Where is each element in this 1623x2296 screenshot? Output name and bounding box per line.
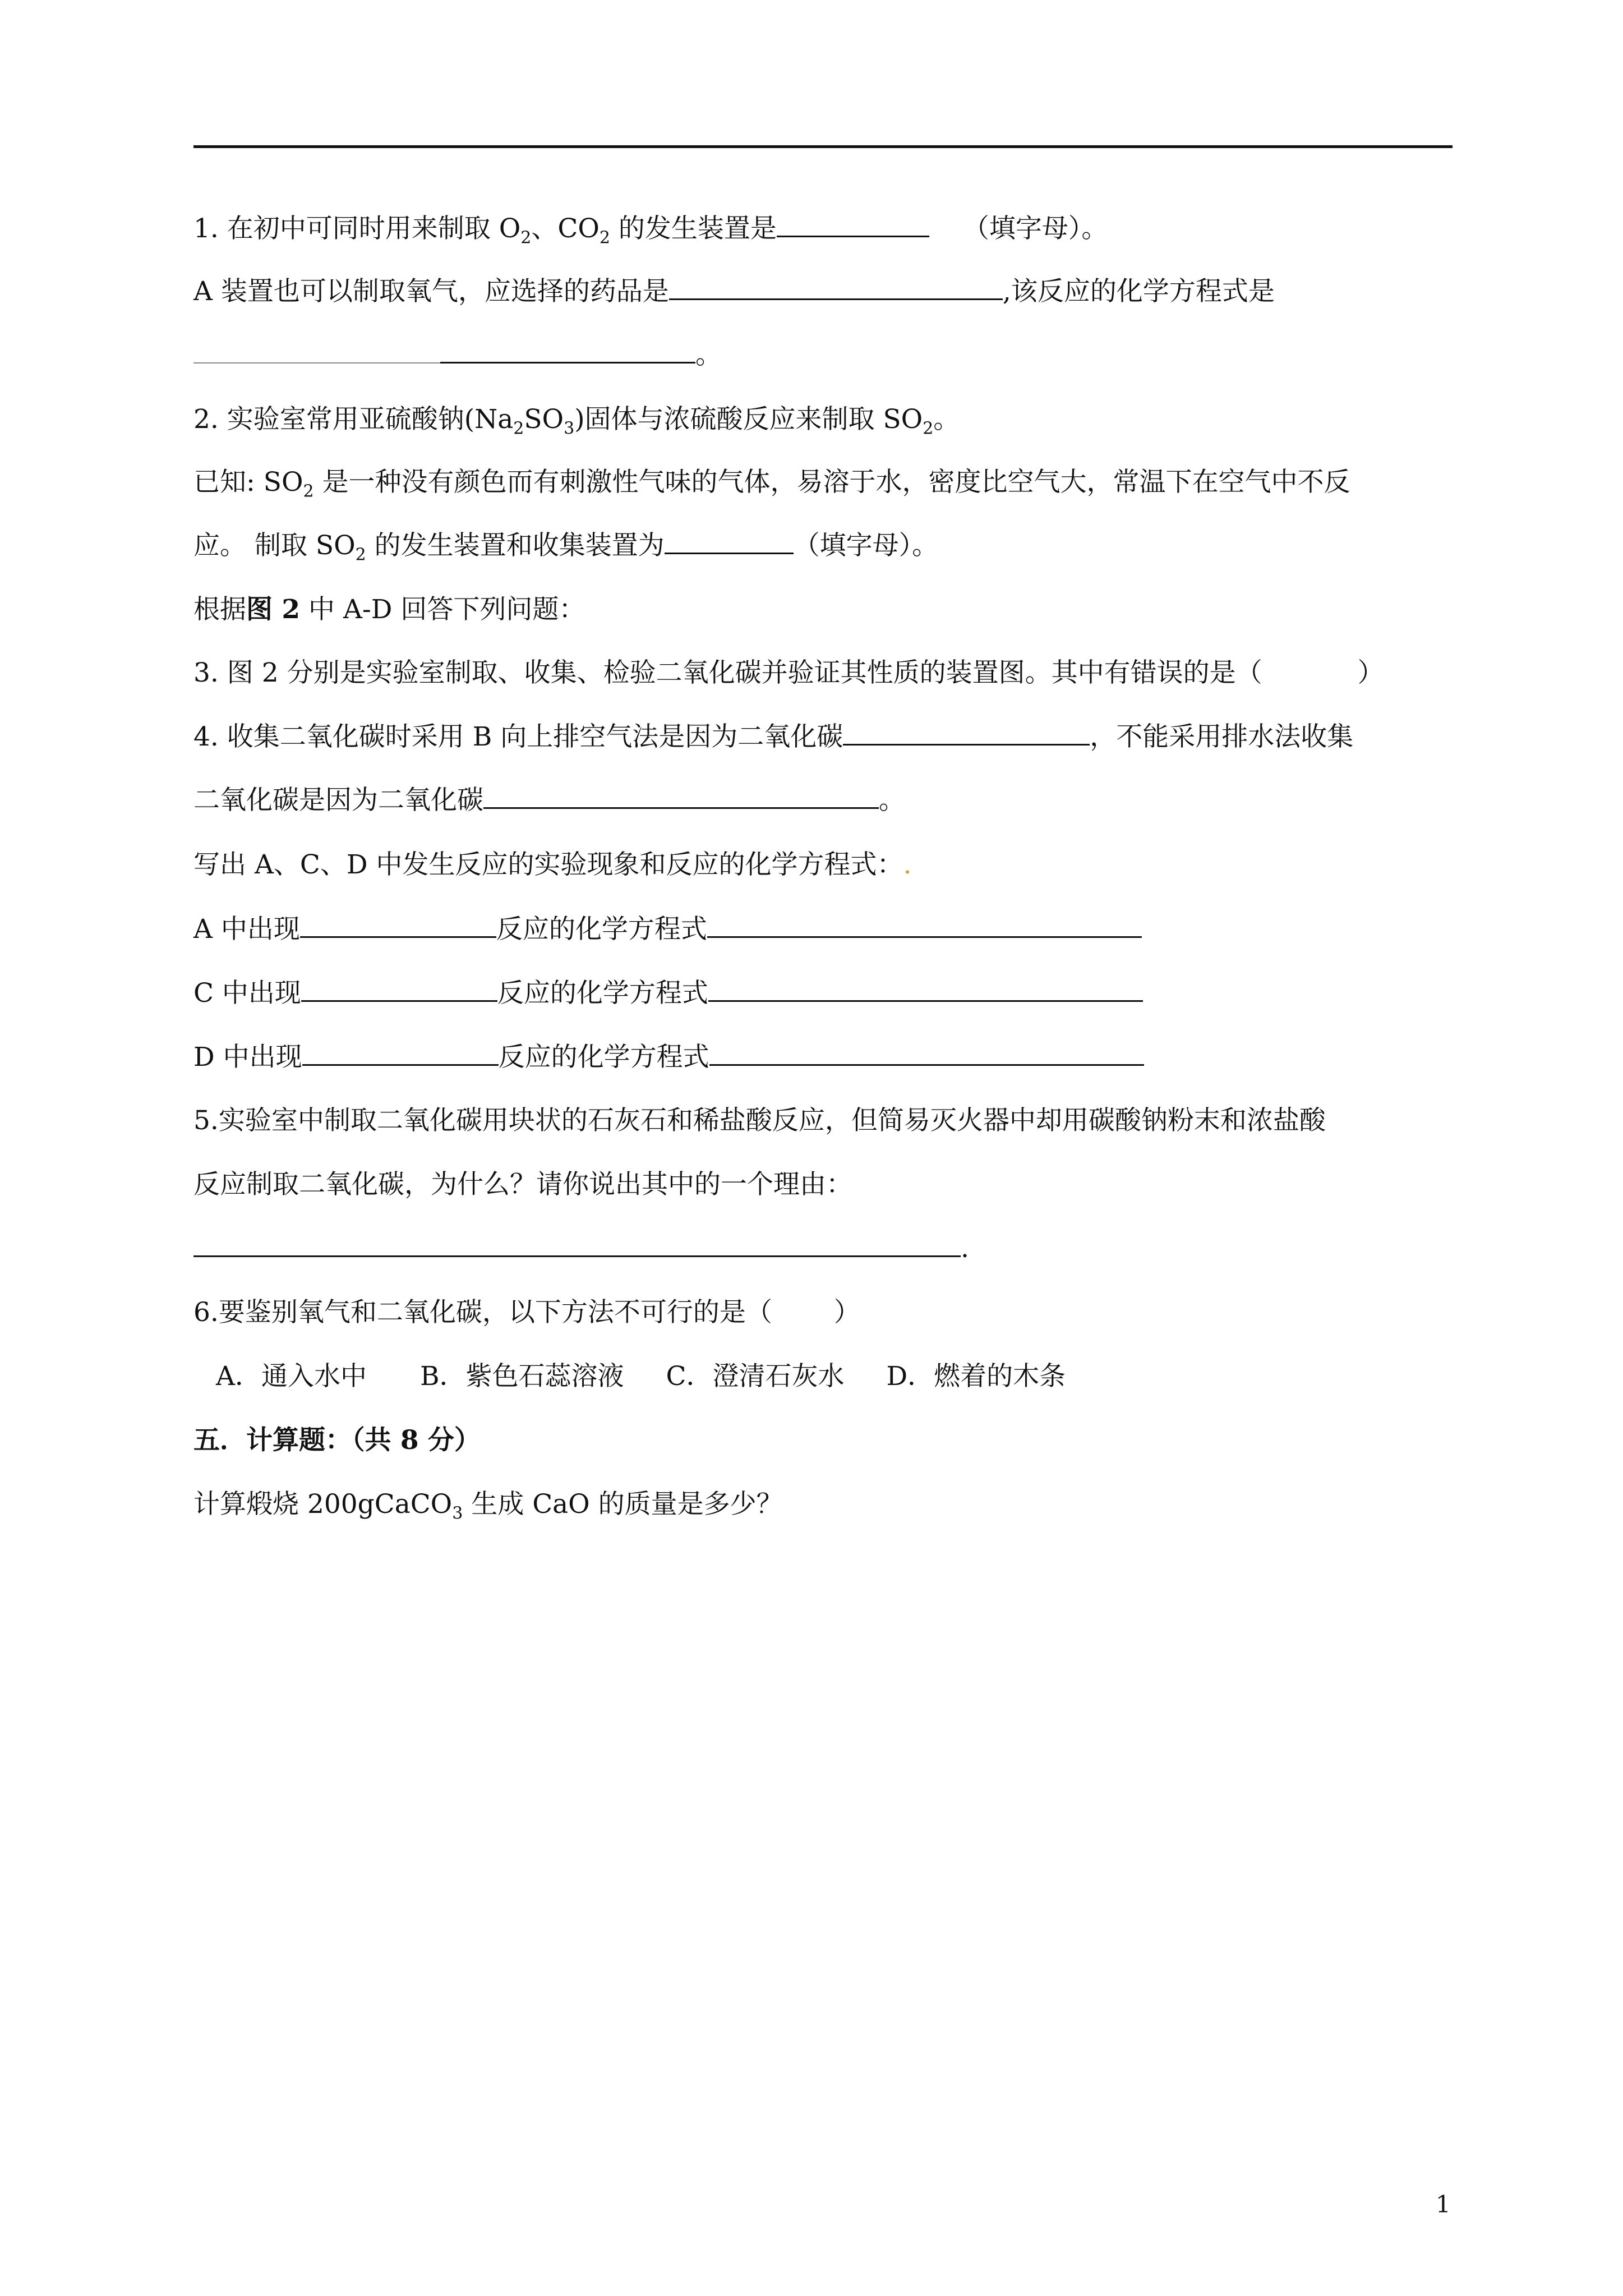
q2-line1: 2. 实验室常用亚硫酸钠$(Na_2SO_3)$固体与浓硫酸反应来制取 $SO_2$。 [193,404,960,439]
q5-line2: 反应制取二氧化碳，为什么？请你说出其中的一个理由： [193,1169,852,1200]
q4-line3: 写出 A、C、D 中发生反应的实验现象和反应的化学方程式：. [193,849,912,880]
row-c-equation-blank[interactable] [708,977,1143,1002]
q6-options [216,1360,1066,1393]
q4-line1: 4. 收集二氧化碳时采用 B 向上排空气法是因为二氧化碳 ，不能采用排水法收集 [193,721,1354,752]
row-d-equation-blank[interactable] [709,1041,1144,1066]
q6-option-d[interactable]: D．燃着的木条 [886,1361,1066,1392]
q6-line: 6.要鉴别氧气和二氧化碳，以下方法不可行的是（ ） [193,1297,860,1328]
q4-water-reason-blank[interactable] [483,784,879,809]
q4-row-a: A 中出现 反应的化学方程式 [193,913,1142,946]
row-d-phenomenon-blank[interactable] [302,1041,499,1066]
q3-line: 3. 图 2 分别是实验室制取、收集、检验二氧化碳并验证其性质的装置图。其中有错误的是（ ） [193,657,1384,688]
row-a-phenomenon-blank[interactable] [300,913,496,938]
q5-reason-blank[interactable] [193,1232,961,1257]
q2-line2: 已知: $SO_2$ 是一种没有颜色而有刺激性气味的气体，易溶于水，密度比空气大，常温下在空气中不反 [193,467,1350,501]
q1-line1: 1. 在初中可同时用来制取 $O_2$、$CO_2$ 的发生装置是 （填字母）。 [193,213,1108,248]
q6-option-b[interactable]: B．紫色石蕊溶液 [419,1361,624,1392]
q5-line3: . [193,1232,969,1266]
q1-line3: 。 [193,338,722,372]
header-rule [193,145,1453,148]
q5-line1: 5.实验室中制取二氧化碳用块状的石灰石和稀盐酸反应，但简易灭火器中却用碳酸钠粉末和浓盐酸 [193,1105,1326,1136]
calc-question: 计算煅烧 200gCaCO$_3$ 生成 CaO 的质量是多少？ [193,1489,783,1524]
q1-reagent-blank[interactable] [669,275,1003,300]
section5-title: 五．计算题：（共 8 分） [193,1425,481,1456]
q1-line2: A 装置也可以制取氧气，应选择的药品是 ,该反应的化学方程式是 [193,276,1275,307]
q1-equation-blank-a[interactable] [193,339,440,364]
q1-equation-blank-b[interactable] [440,338,695,364]
page-number: 1 [1436,2191,1451,2218]
q6-option-a[interactable]: A．通入水中 [216,1361,367,1392]
q2-answer-blank[interactable] [665,529,794,554]
q6-option-c[interactable]: C．澄清石灰水 [666,1361,845,1392]
q1-answer-blank[interactable] [777,212,929,237]
q4-row-c: C 中出现 反应的化学方程式 [193,977,1143,1010]
figure-intro: 根据图 2 中 A-D 回答下列问题： [193,594,585,625]
q4-line2: 二氧化碳是因为二氧化碳 。 [193,785,905,816]
row-a-equation-blank[interactable] [707,913,1142,938]
q2-line3: 应。 制取 $SO_2$ 的发生装置和收集装置为 （填字母）。 [193,530,939,565]
q4-air-reason-blank[interactable] [843,720,1090,746]
q4-row-d: D 中出现 反应的化学方程式 [193,1041,1144,1074]
row-c-phenomenon-blank[interactable] [301,977,497,1002]
